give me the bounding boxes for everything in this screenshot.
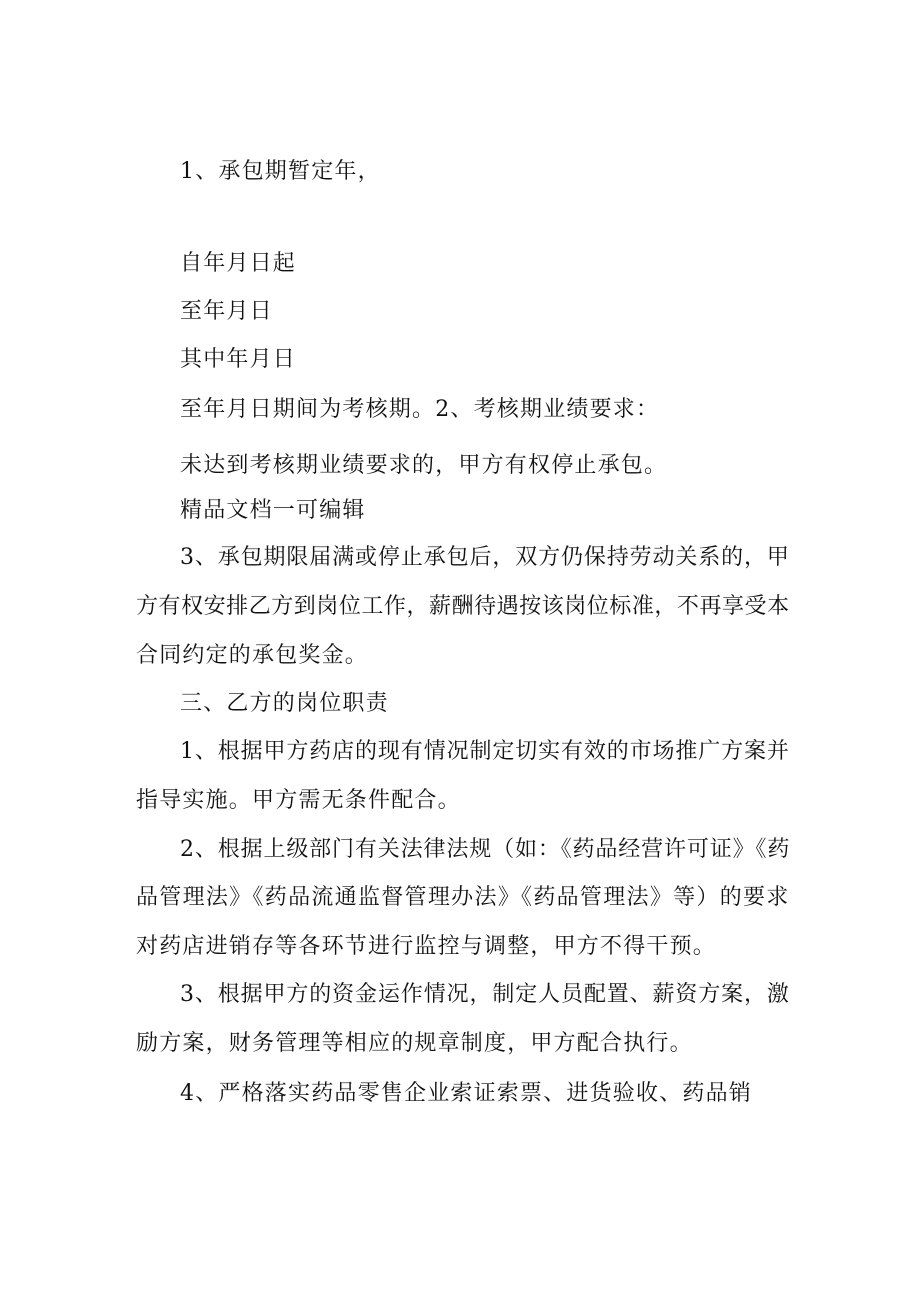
text-line: 指导实施。甲方需无条件配合。: [136, 788, 461, 813]
text-line: 1、根据甲方药店的现有情况制定切实有效的市场推广方案并: [180, 739, 790, 764]
text-line: 至年月日期间为考核期。2、考核期业绩要求：: [180, 397, 660, 422]
text-line: 2、根据上级部门有关法律法规（如：《药品经营许可证》《药: [180, 837, 791, 862]
text-line: 至年月日: [180, 299, 273, 324]
text-line: 1、承包期暂定年，: [180, 159, 381, 184]
text-line: 其中年月日: [180, 347, 297, 372]
text-line: 对药店进销存等各环节进行监控与调整，甲方不得干预。: [136, 934, 717, 959]
text-line: 合同约定的承包奖金。: [136, 643, 369, 668]
text-line: 4、严格落实药品零售企业索证索票、进货验收、药品销: [180, 1081, 752, 1106]
text-line: 未达到考核期业绩要求的，甲方有权停止承包。: [180, 453, 668, 478]
section-heading: 三、乙方的岗位职责: [180, 691, 389, 716]
text-line: 方有权安排乙方到岗位工作，薪酬待遇按该岗位标准，不再享受本: [136, 594, 790, 619]
text-line: 3、根据甲方的资金运作情况，制定人员配置、薪资方案，激: [180, 982, 790, 1007]
text-line: 励方案，财务管理等相应的规章制度，甲方配合执行。: [136, 1031, 693, 1056]
text-line: 品管理法》《药品流通监督管理办法》《药品管理法》等）的要求: [136, 885, 790, 910]
text-line: 3、承包期限届满或停止承包后，双方仍保持劳动关系的，甲: [180, 545, 790, 570]
text-line: 精品文档一可编辑: [180, 498, 366, 523]
text-line: 自年月日起: [180, 251, 297, 276]
